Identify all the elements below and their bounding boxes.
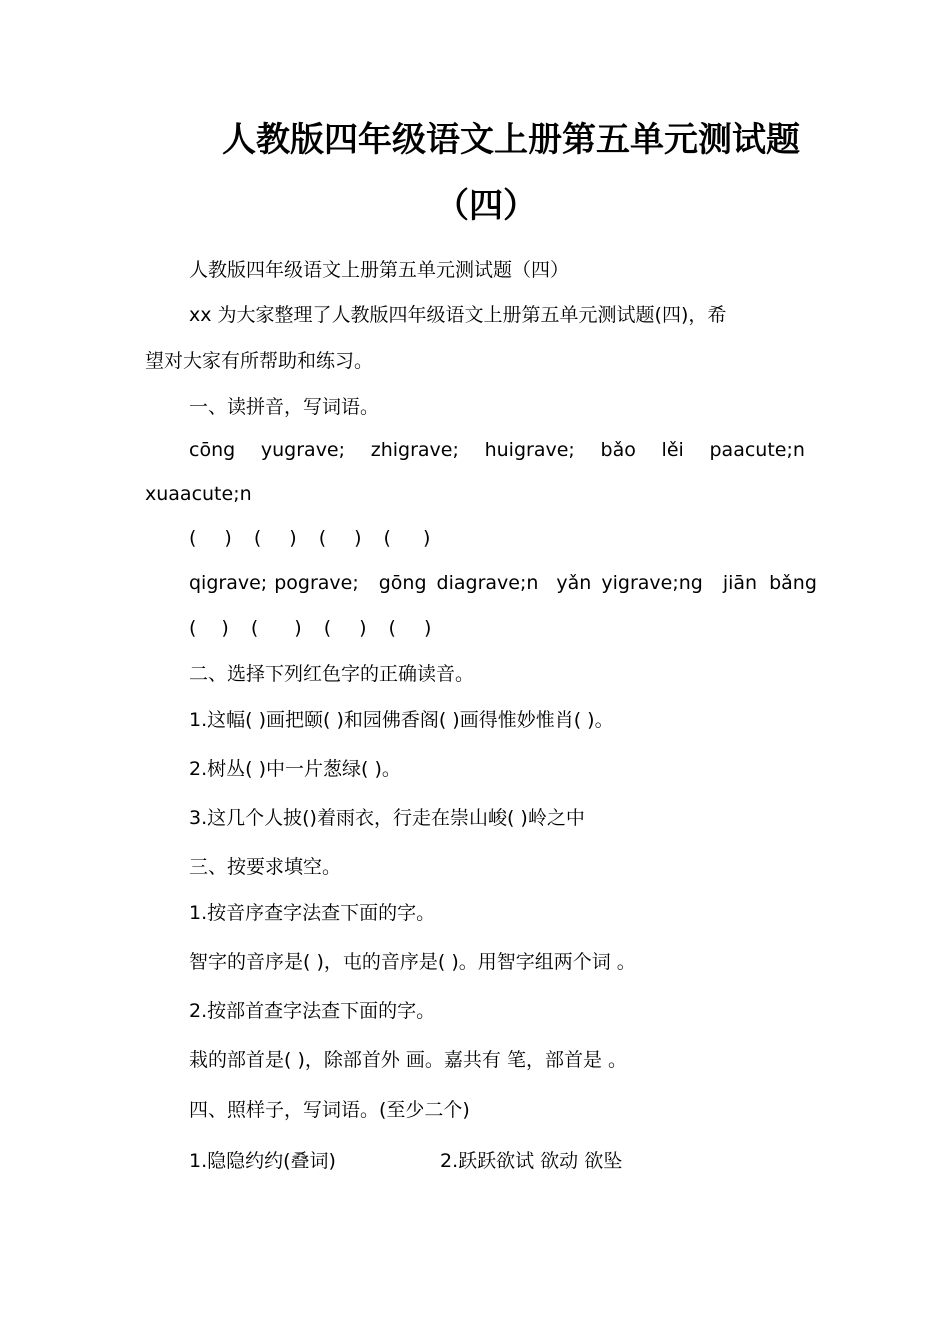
pinyin-row-2 <box>189 570 817 596</box>
pinyin: cōng <box>189 439 236 461</box>
example-item-2: 2.跃跃欲试 欲动 欲坠 <box>440 1150 623 1172</box>
answer-blanks-2 <box>189 615 431 641</box>
question-2-1: 1.这幅( )画把颐( )和园佛香阁( )画得惟妙惟肖( )。 <box>189 709 614 731</box>
blank-paren: ) <box>422 527 431 549</box>
page-title: 人教版四年级语文上册第五单元测试题 <box>222 120 800 160</box>
blank-paren: ) <box>224 527 232 549</box>
pinyin: jiān <box>722 572 758 594</box>
section2-heading: 二、选择下列红色字的正确读音。 <box>189 663 475 685</box>
pinyin: yǎn <box>556 572 592 594</box>
blank-paren: ) <box>294 617 302 639</box>
pinyin: zhigrave; <box>370 439 459 461</box>
pinyin: qigrave; <box>189 572 268 594</box>
section1-heading: 一、读拼音，写词语。 <box>189 396 380 418</box>
question-2-2: 2.树丛( )中一片葱绿( )。 <box>189 758 401 780</box>
blank-paren: ( <box>318 527 327 549</box>
blank-paren: ) <box>359 617 367 639</box>
pinyin: diagrave;n <box>436 572 539 594</box>
blank-paren: ) <box>354 527 362 549</box>
blank-paren: ) <box>221 617 229 639</box>
pinyin: bǎng <box>769 572 817 594</box>
blank-paren: ( <box>189 527 197 549</box>
question-3-1-blank-line: 智字的音序是( )，屯的音序是( )。用智字组两个词 。 <box>189 951 636 973</box>
section3-heading: 三、按要求填空。 <box>189 856 342 878</box>
blank-paren: ) <box>423 617 432 639</box>
answer-blanks-1 <box>189 525 430 551</box>
blank-paren: ( <box>189 617 197 639</box>
question-2-3: 3.这几个人披()着雨衣，行走在崇山峻( )岭之中 <box>189 807 585 829</box>
question-3-2: 2.按部首查字法查下面的字。 <box>189 1000 436 1022</box>
pinyin: yigrave;ng <box>601 572 703 594</box>
pinyin: pograve; <box>274 572 359 594</box>
pinyin: gōng <box>378 572 427 594</box>
blank-paren: ( <box>383 527 391 549</box>
blank-paren: ) <box>289 527 297 549</box>
intro-line-2: 望对大家有所帮助和练习。 <box>145 350 374 372</box>
pinyin: huigrave; <box>484 439 575 461</box>
pinyin-row-1 <box>189 437 805 463</box>
blank-paren: ( <box>388 617 396 639</box>
page-title-suffix: （四） <box>435 186 537 226</box>
pinyin: paacute;n <box>709 439 805 461</box>
question-3-2-blank-line: 栽的部首是( )，除部首外 画。嘉共有 笔，部首是 。 <box>189 1049 627 1071</box>
question-3-1: 1.按音序查字法查下面的字。 <box>189 902 436 924</box>
blank-paren: ( <box>250 617 259 639</box>
pinyin: yugrave; <box>260 439 346 461</box>
section4-heading: 四、照样子，写词语。(至少二个) <box>189 1099 470 1121</box>
pinyin: lěi <box>661 439 684 461</box>
pinyin-row-1-wrap: xuaacute;n <box>145 483 252 505</box>
blank-paren: ( <box>323 617 332 639</box>
example-item-1: 1.隐隐约约(叠词) <box>189 1150 336 1172</box>
subtitle: 人教版四年级语文上册第五单元测试题（四） <box>189 259 570 281</box>
blank-paren: ( <box>253 527 262 549</box>
pinyin: bǎo <box>600 439 636 461</box>
intro-line-1: xx 为大家整理了人教版四年级语文上册第五单元测试题(四)，希 <box>189 304 727 326</box>
